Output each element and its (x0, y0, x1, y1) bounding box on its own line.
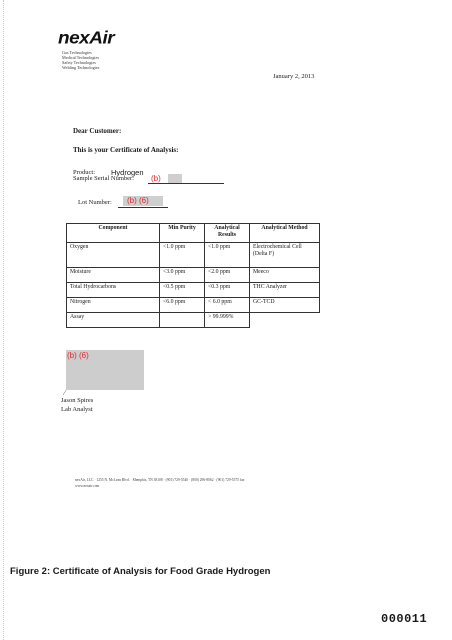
table-cell: Meeco (250, 268, 320, 283)
company-logo: nexAir (58, 29, 115, 48)
division-line: Safety Technologies (62, 60, 96, 65)
table-cell: <6.0 ppm (160, 298, 205, 313)
table-cell: <0.5 ppm (160, 283, 205, 298)
table-row (67, 298, 320, 313)
serial-label: Sample Serial Number: (73, 175, 135, 182)
table-cell: Oxygen (67, 243, 160, 268)
table-cell: Total Hydrocarbons (67, 283, 160, 298)
table-header-row (67, 224, 320, 243)
header-method: Analytical Method (250, 224, 320, 243)
table-row (67, 243, 320, 268)
table-cell (160, 313, 205, 328)
letter-date: January 2, 2013 (273, 73, 315, 80)
table-row (67, 268, 320, 283)
division-line: Medical Technologies (62, 55, 99, 60)
company-address: nexAir, LLC · 1255 N. McLean Blvd. · Memphis, TN 38108 · (901) 729-5540 · (800) 296-8062 · (901) 729-5575 fax (75, 478, 245, 482)
serial-redaction-box (168, 174, 182, 183)
product-label: Product: (73, 169, 96, 176)
table-cell: <3.0 ppm (160, 268, 205, 283)
scan-edge (0, 0, 4, 640)
greeting: Dear Customer: (73, 127, 122, 135)
table-row (67, 313, 320, 328)
table-cell: GC-TCD (250, 298, 320, 313)
table-cell: Assay (67, 313, 160, 328)
table-cell: THC Analyzer (250, 283, 320, 298)
table-cell: Nitrogen (67, 298, 160, 313)
division-line: Welding Technologies (62, 65, 100, 70)
product-value: Hydrogen (111, 168, 144, 177)
table-cell: < 6.0 ppm (205, 298, 250, 313)
lot-underline (118, 207, 168, 208)
company-website: www.nexair.com (75, 484, 100, 488)
lot-label: Lot Number: (78, 199, 112, 206)
table-cell: Electrochemical Cell (Delta F) (250, 243, 320, 268)
lot-redaction-tag: (b) (6) (127, 196, 149, 205)
analysis-table (66, 223, 320, 328)
header-min-purity: Min Purity (160, 224, 205, 243)
page-number: 000011 (381, 612, 428, 626)
signature-redaction-tag: (b) (6) (67, 351, 89, 360)
table-cell: <1.0 ppm (160, 243, 205, 268)
signer-title: Lab Analyst (61, 406, 93, 413)
table-cell: <1.0 ppm (205, 243, 250, 268)
table-cell: Moisture (67, 268, 160, 283)
table-cell: <2.0 ppm (205, 268, 250, 283)
table-cell: <0.3 ppm (205, 283, 250, 298)
table-row (67, 283, 320, 298)
serial-redaction-tag: (b) (151, 174, 161, 183)
figure-caption: Figure 2: Certificate of Analysis for Food Grade Hydrogen (10, 566, 271, 577)
serial-underline (148, 183, 224, 184)
division-line: Gas Technologies (62, 50, 92, 55)
signer-name: Jason Spires (61, 397, 94, 404)
table-cell (250, 313, 320, 328)
header-results: Analytical Results (205, 224, 250, 243)
table-cell: > 99.999% (205, 313, 250, 328)
signature-mark: ⁄ (64, 389, 66, 397)
intro-line: This is your Certificate of Analysis: (73, 146, 179, 154)
header-component: Component (67, 224, 160, 243)
